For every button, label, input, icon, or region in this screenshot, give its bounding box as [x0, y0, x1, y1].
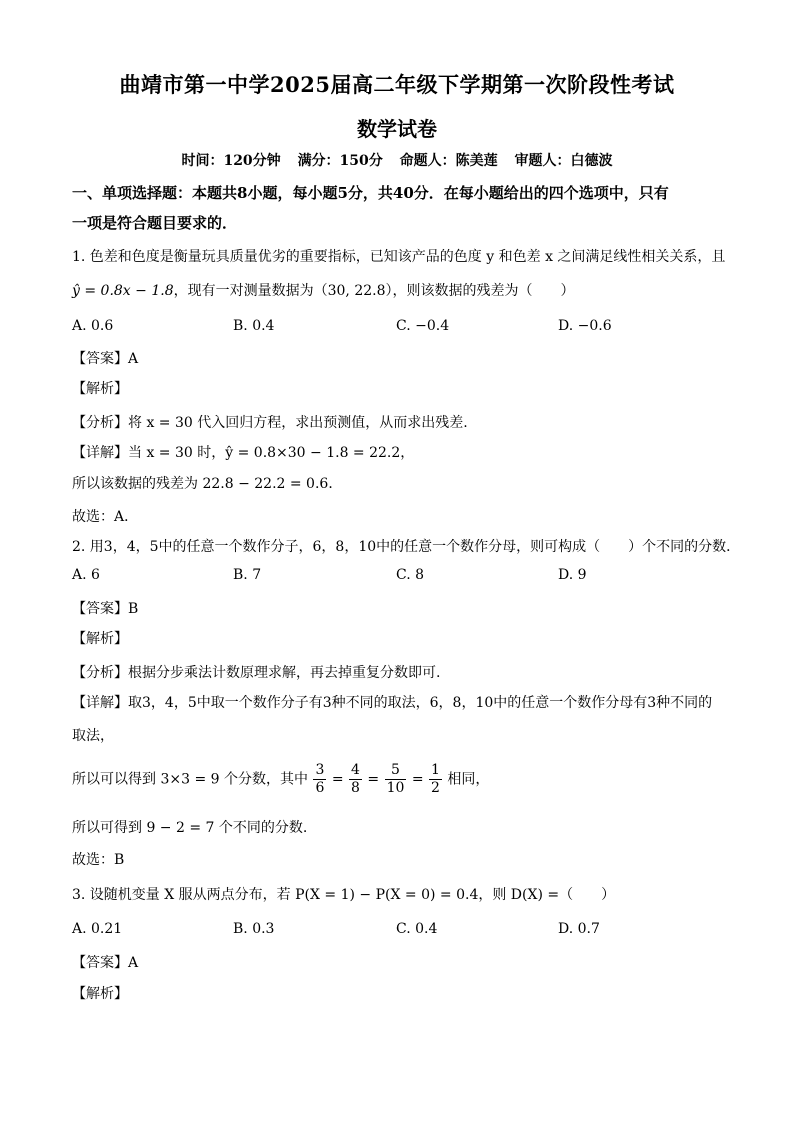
- q1-xiangjie: 【详解】当 x = 30 时，ŷ = 0.8×30 − 1.8 = 22.2，: [72, 445, 415, 461]
- q3-option-d: D. 0.7: [558, 921, 600, 937]
- q2-stem-line1: 2. 用3，4，5中的任意一个数作分子，6，8，10中的任意一个数作分母，则可构成（ ）个不同的分数．: [72, 539, 741, 555]
- q2-fenxi: 【分析】根据分步乘法计数原理求解，再去掉重复分数即可.: [72, 665, 441, 681]
- q2-choose: 故选：B: [72, 852, 125, 868]
- q2-fraction-tail: 相同，: [447, 771, 490, 788]
- exam-author: 命题人：陈美莲: [399, 153, 498, 169]
- fraction-numerator: 1: [431, 762, 440, 778]
- q3-answer: 【答案】A: [72, 955, 139, 971]
- q2-option-a: A. 6: [72, 567, 100, 583]
- exam-meta: [0, 150, 794, 170]
- q1-answer: 【答案】A: [72, 351, 139, 367]
- section-heading-line2: 一项是符合题目要求的．: [72, 214, 238, 232]
- exam-time: 时间：120分钟: [181, 153, 281, 169]
- q2-answer: 【答案】B: [72, 601, 139, 617]
- q3-option-b: B. 0.3: [233, 921, 275, 937]
- q2-option-d: D. 9: [558, 567, 587, 583]
- equals-sign: =: [411, 771, 424, 788]
- fraction-1-2: [429, 762, 442, 797]
- q2-xiangjie-line2: 取法，: [72, 728, 114, 744]
- q2-analysis-label: 【解析】: [72, 631, 128, 647]
- q1-conclusion: 所以该数据的残差为 22.8 − 22.2 = 0.6．: [72, 476, 343, 492]
- fraction-numerator: 5: [385, 762, 407, 780]
- q1-stem-line2: [72, 280, 575, 300]
- q2-option-b: B. 7: [233, 567, 262, 583]
- q1-stem-line1: 1. 色差和色度是衡量玩具质量优劣的重要指标，已知该产品的色度 y 和色差 x 之间满足线性相关关系，且: [72, 249, 726, 265]
- fraction-numerator: 4: [351, 762, 360, 778]
- page-subtitle: 数学试卷: [357, 117, 437, 141]
- q1-stem-line2-text: ，现有一对测量数据为（30, 22.8），则该数据的残差为（ ）: [173, 283, 575, 299]
- q2-fraction-line: [72, 762, 489, 797]
- q1-analysis-label: 【解析】: [72, 381, 128, 397]
- q1-fenxi: 【分析】将 x = 30 代入回归方程，求出预测值，从而求出残差.: [72, 415, 468, 431]
- equals-sign: =: [367, 771, 380, 788]
- q1-option-d: D. −0.6: [558, 318, 612, 334]
- q3-option-a: A. 0.21: [72, 921, 123, 937]
- q2-fraction-lead: 所以可以得到 3×3 = 9 个分数，其中: [72, 771, 308, 788]
- fraction-5-10: [385, 762, 407, 797]
- q2-conclusion: 所以可得到 9 − 2 = 7 个不同的分数.: [72, 820, 308, 836]
- exam-score: 满分：150分: [297, 153, 383, 169]
- q1-option-b: B. 0.4: [233, 318, 275, 334]
- q3-analysis-label: 【解析】: [72, 986, 128, 1002]
- fraction-denominator: 10: [386, 780, 405, 796]
- q2-option-c: C. 8: [396, 567, 425, 583]
- equals-sign: =: [331, 771, 344, 788]
- fraction-numerator: 3: [315, 762, 325, 778]
- q1-regression-equation: ŷ = 0.8x − 1.8: [72, 283, 174, 299]
- q1-option-c: C. −0.4: [396, 318, 450, 334]
- exam-reviewer: 审题人：白德波: [514, 153, 613, 169]
- fraction-3-6: [313, 762, 326, 797]
- q1-choose: 故选：A．: [72, 509, 139, 525]
- fraction-denominator: 6: [315, 780, 325, 796]
- q2-xiangjie-line1: 【详解】取3，4，5中取一个数作分子有3种不同的取法，6，8，10中的任意一个数作分母有3种不同的: [72, 695, 713, 711]
- fraction-4-8: [349, 762, 362, 797]
- section-heading-line1: 一、单项选择题：本题共8小题，每小题5分，共40分．在每小题给出的四个选项中，只有: [72, 184, 669, 202]
- q3-option-c: C. 0.4: [396, 921, 438, 937]
- q3-stem-line1: 3. 设随机变量 X 服从两点分布，若 P(X = 1) − P(X = 0) = 0.4，则 D(X) =（ ）: [72, 887, 616, 903]
- q1-option-a: A. 0.6: [72, 318, 114, 334]
- page-title: 曲靖市第一中学2025届高二年级下学期第一次阶段性考试: [119, 72, 675, 97]
- fraction-denominator: 8: [351, 780, 360, 796]
- fraction-denominator: 2: [431, 780, 440, 796]
